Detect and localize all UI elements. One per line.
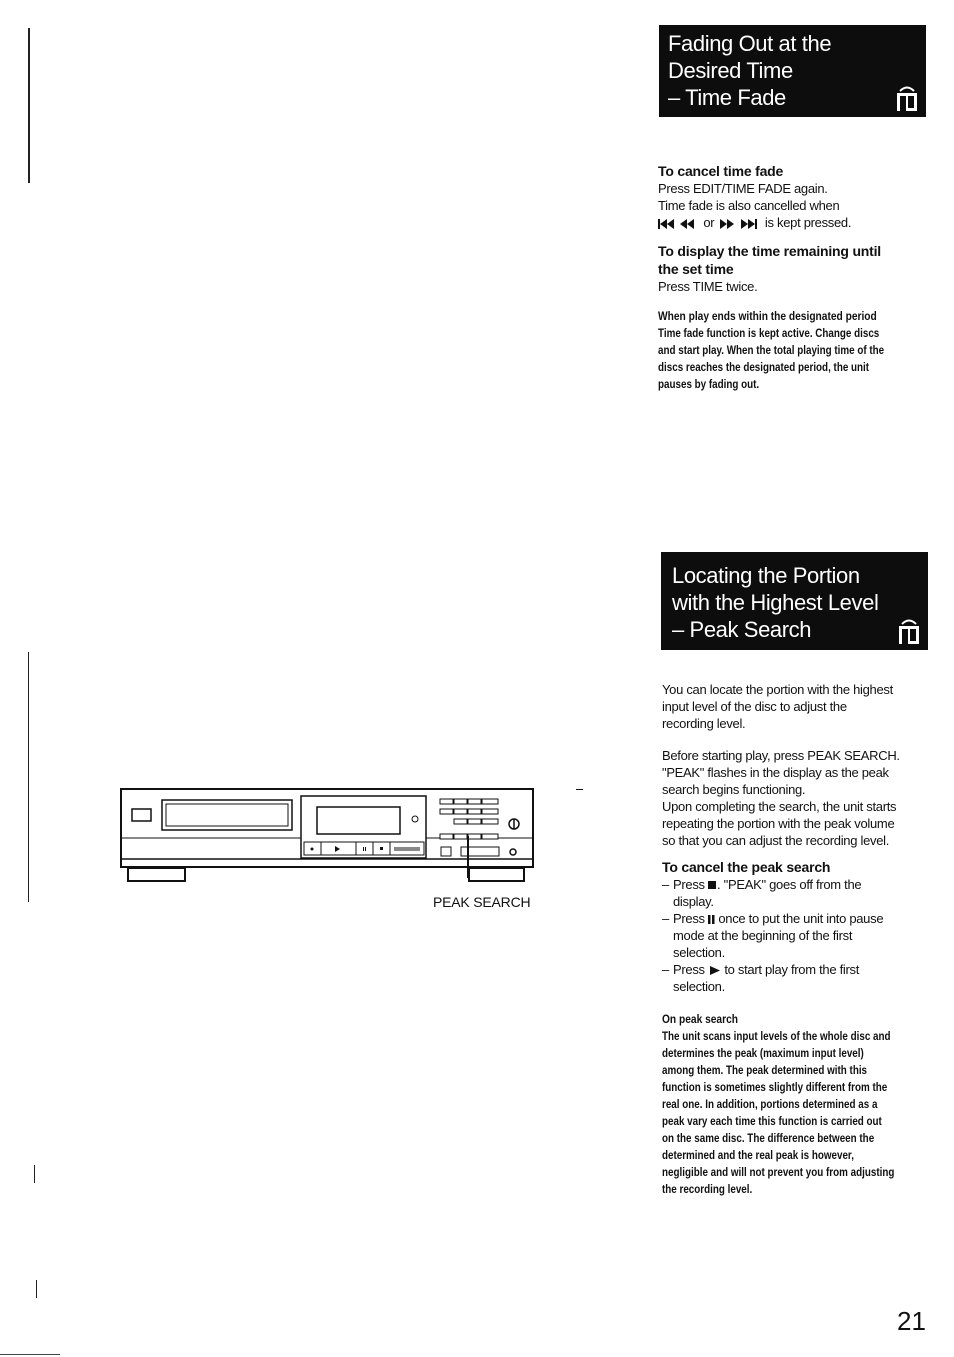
list-item: – Press to start play from the first (662, 962, 860, 977)
binding-mark-top (28, 28, 30, 183)
peak-search-content (662, 681, 947, 1198)
symbol-separator: or (703, 215, 715, 230)
header-line: – Time Fade (668, 85, 786, 110)
body-text: is kept pressed. (764, 215, 852, 230)
note-line: determines the peak (maximum input level) (662, 1046, 864, 1060)
bottom-edge-mark (0, 1354, 60, 1355)
note-line: discs reaches the designated period, the unit (658, 360, 870, 374)
note-line: real one. In addition, portions determined as a (662, 1097, 878, 1111)
time-fade-header (659, 25, 926, 117)
list-item: – Press . "PEAK" goes off from the (662, 877, 862, 892)
note-line: negligible and will not prevent you from adjusting (662, 1165, 895, 1179)
fast-forward-icon (718, 219, 740, 229)
body-text-with-symbols (658, 214, 938, 231)
binding-mark-lower (34, 1165, 35, 1183)
section-heading: the set time (658, 261, 734, 277)
list-item-continuation: display. (673, 894, 714, 909)
note-title: On peak search (662, 1012, 738, 1026)
body-text: "PEAK" flashes in the display as the peak (662, 765, 889, 780)
header-line: Fading Out at the (668, 31, 832, 56)
headphone-manual-icon (898, 618, 920, 644)
note-line: and start play. When the total playing time of the (658, 343, 885, 357)
next-track-icon (740, 219, 762, 229)
body-text: Press EDIT/TIME FADE again. (658, 181, 828, 196)
note-line: pauses by fading out. (658, 377, 760, 391)
peak-search-header (661, 552, 928, 650)
note-line: determined and the real peak is however, (662, 1148, 854, 1162)
note-line: function is sometimes slightly different from the (662, 1080, 888, 1094)
cd-player-illustration (118, 784, 538, 886)
note-line: among them. The peak determined with this (662, 1063, 868, 1077)
note-line: the recording level. (662, 1182, 753, 1196)
time-fade-content (658, 162, 938, 393)
list-item: – Press once to put the unit into pause (662, 911, 884, 926)
list-item-continuation: mode at the beginning of the first (673, 928, 853, 943)
section-heading: To cancel time fade (658, 163, 784, 179)
note-line: on the same disc. The difference between the (662, 1131, 875, 1145)
body-text: recording level. (662, 716, 746, 731)
section-heading: To display the time remaining until (658, 243, 881, 259)
body-text: Time fade is also cancelled when (658, 198, 840, 213)
play-icon (708, 966, 721, 975)
header-line: with the Highest Level (672, 590, 879, 615)
note-line: Time fade function is kept active. Change discs (658, 326, 880, 340)
binding-mark-bottom (36, 1280, 37, 1298)
list-item-continuation: selection. (673, 945, 725, 960)
body-text: Press TIME twice. (658, 279, 758, 294)
body-text: Before starting play, press PEAK SEARCH. (662, 748, 900, 763)
body-text: repeating the portion with the peak volume (662, 816, 895, 831)
header-line: Locating the Portion (672, 563, 860, 588)
body-text: Upon completing the search, the unit starts (662, 799, 897, 814)
body-text: input level of the disc to adjust the (662, 699, 847, 714)
stop-icon (708, 881, 717, 890)
body-text: search begins functioning. (662, 782, 806, 797)
body-text: You can locate the portion with the highest (662, 682, 893, 697)
headphone-manual-icon (896, 85, 918, 111)
peak-search-callout-label: PEAK SEARCH (433, 894, 531, 910)
margin-dash (576, 789, 583, 790)
header-line: Desired Time (668, 58, 793, 83)
header-line: – Peak Search (672, 617, 812, 642)
note-title: When play ends within the designated period (658, 309, 877, 323)
page-number: 21 (897, 1306, 926, 1336)
body-text: so that you can adjust the recording level. (662, 833, 890, 848)
list-item-continuation: selection. (673, 979, 725, 994)
pause-icon (708, 915, 715, 924)
rewind-icon (678, 219, 700, 229)
binding-mark-middle (28, 652, 29, 902)
note-line: peak vary each time this function is carried out (662, 1114, 882, 1128)
section-heading: To cancel the peak search (662, 859, 831, 875)
note-line: The unit scans input levels of the whole disc and (662, 1029, 891, 1043)
